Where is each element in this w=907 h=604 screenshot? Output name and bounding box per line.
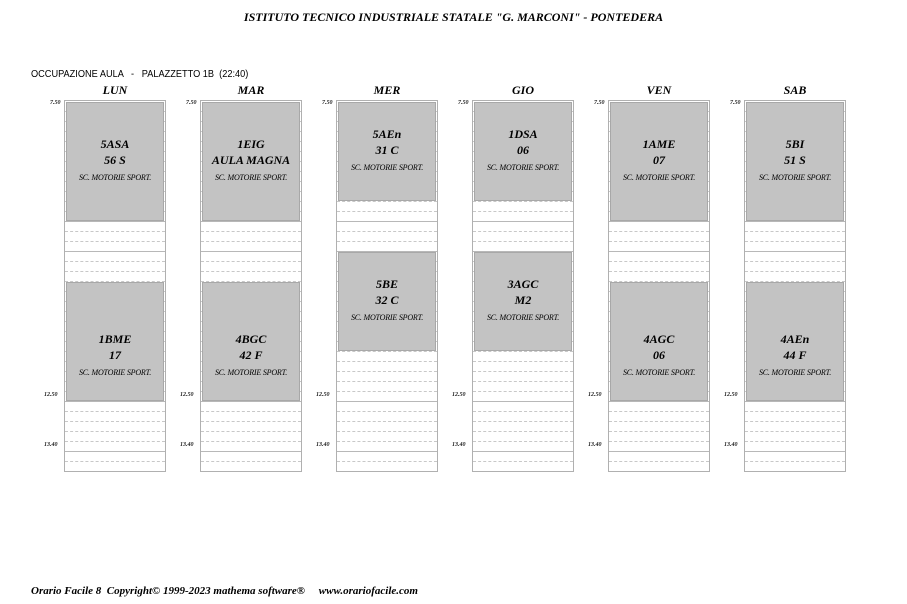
- lesson-block[interactable]: [746, 102, 844, 221]
- lesson-block[interactable]: [202, 282, 300, 401]
- time-label-start: 7.50: [322, 100, 333, 106]
- grid-line: [609, 401, 709, 402]
- grid-line: [65, 251, 165, 252]
- lesson-subject: SC. MOTORIE SPORT.: [622, 172, 696, 182]
- lesson-class: 1AME: [642, 136, 676, 151]
- grid-line: [473, 241, 573, 242]
- grid-line: [745, 261, 845, 262]
- grid-line: [745, 241, 845, 242]
- grid-line: [201, 421, 301, 422]
- time-label-late: 13.40: [588, 442, 602, 448]
- lesson-subject: SC. MOTORIE SPORT.: [78, 367, 152, 377]
- lesson-room: 07: [653, 152, 665, 167]
- grid-line: [201, 261, 301, 262]
- grid-line: [473, 211, 573, 212]
- grid-line: [473, 431, 573, 432]
- grid-line: [337, 441, 437, 442]
- grid-line: [473, 351, 573, 352]
- lesson-room: AULA MAGNA: [211, 152, 291, 167]
- lesson-subject: SC. MOTORIE SPORT.: [622, 367, 696, 377]
- day-header: MER: [373, 83, 401, 97]
- lesson-block[interactable]: [202, 102, 300, 221]
- grid-line: [745, 251, 845, 252]
- lesson-block[interactable]: [746, 282, 844, 401]
- time-label-late: 13.40: [452, 442, 466, 448]
- grid-line: [337, 371, 437, 372]
- time-label-start: 7.50: [186, 100, 197, 106]
- time-label-mid: 12.50: [180, 392, 194, 398]
- lesson-subject: SC. MOTORIE SPORT.: [350, 312, 424, 322]
- grid-line: [201, 401, 301, 402]
- time-label-late: 13.40: [316, 442, 330, 448]
- grid-line: [65, 411, 165, 412]
- grid-line: [473, 361, 573, 362]
- grid-line: [337, 221, 437, 222]
- grid-line: [745, 441, 845, 442]
- grid-line: [201, 461, 301, 462]
- time-label-mid: 12.50: [588, 392, 602, 398]
- time-label-mid: 12.50: [452, 392, 466, 398]
- grid-line: [473, 461, 573, 462]
- day-header: MAR: [237, 83, 265, 97]
- room-label: PALAZZETTO 1B: [141, 69, 215, 80]
- grid-line: [65, 231, 165, 232]
- lesson-room: 17: [109, 347, 121, 362]
- lesson-subject: SC. MOTORIE SPORT.: [214, 172, 288, 182]
- subtitle-separator: -: [131, 69, 135, 80]
- grid-line: [473, 201, 573, 202]
- grid-line: [337, 391, 437, 392]
- day-header: SAB: [783, 83, 807, 97]
- grid-line: [337, 431, 437, 432]
- lesson-room: M2: [514, 292, 532, 307]
- grid-line: [609, 441, 709, 442]
- grid-line: [609, 421, 709, 422]
- grid-line: [473, 441, 573, 442]
- lesson-block[interactable]: [338, 102, 436, 201]
- lesson-subject: SC. MOTORIE SPORT.: [758, 172, 832, 182]
- day-header: LUN: [102, 83, 128, 97]
- grid-line: [65, 421, 165, 422]
- grid-line: [65, 451, 165, 452]
- lesson-class: 4AEn: [780, 331, 810, 346]
- lesson-room: 42 F: [239, 347, 263, 362]
- lesson-room: 06: [653, 347, 665, 362]
- grid-line: [609, 461, 709, 462]
- lesson-class: 4AGC: [643, 331, 675, 346]
- lesson-class: 1DSA: [508, 126, 538, 141]
- lesson-class: 1EIG: [237, 136, 265, 151]
- lesson-class: 5BI: [785, 136, 805, 151]
- lesson-subject: SC. MOTORIE SPORT.: [758, 367, 832, 377]
- grid-line: [745, 401, 845, 402]
- lesson-room: 32 C: [375, 292, 399, 307]
- lesson-class: 1BME: [98, 331, 132, 346]
- lesson-subject: SC. MOTORIE SPORT.: [78, 172, 152, 182]
- grid-line: [201, 271, 301, 272]
- grid-line: [201, 231, 301, 232]
- grid-line: [65, 441, 165, 442]
- grid-line: [201, 441, 301, 442]
- lesson-class: 5AEn: [372, 126, 402, 141]
- grid-line: [337, 381, 437, 382]
- grid-line: [201, 241, 301, 242]
- grid-line: [201, 221, 301, 222]
- lesson-subject: SC. MOTORIE SPORT.: [486, 162, 560, 172]
- grid-line: [473, 411, 573, 412]
- time-label-mid: 12.50: [724, 392, 738, 398]
- grid-line: [65, 261, 165, 262]
- grid-line: [609, 261, 709, 262]
- grid-line: [745, 411, 845, 412]
- lesson-room: 31 C: [375, 142, 399, 157]
- lesson-subject: SC. MOTORIE SPORT.: [350, 162, 424, 172]
- grid-line: [337, 411, 437, 412]
- grid-line: [473, 231, 573, 232]
- time-label-start: 7.50: [50, 100, 61, 106]
- grid-line: [745, 461, 845, 462]
- grid-line: [65, 431, 165, 432]
- grid-line: [65, 271, 165, 272]
- lesson-block[interactable]: [474, 102, 572, 201]
- grid-line: [745, 271, 845, 272]
- lesson-room: 44 F: [783, 347, 807, 362]
- grid-line: [201, 451, 301, 452]
- lesson-room: 06: [517, 142, 529, 157]
- grid-line: [473, 381, 573, 382]
- room-occupation-subtitle: [31, 69, 248, 80]
- grid-line: [65, 241, 165, 242]
- grid-line: [745, 421, 845, 422]
- grid-line: [609, 271, 709, 272]
- lesson-class: 5BE: [375, 276, 398, 291]
- room-code: (22:40): [219, 69, 249, 80]
- time-label-late: 13.40: [180, 442, 194, 448]
- grid-line: [337, 201, 437, 202]
- grid-line: [473, 221, 573, 222]
- occupation-label: OCCUPAZIONE AULA: [31, 69, 124, 80]
- grid-line: [201, 431, 301, 432]
- lesson-room: 56 S: [104, 152, 126, 167]
- lesson-block[interactable]: [610, 282, 708, 401]
- grid-line: [201, 411, 301, 412]
- grid-line: [337, 211, 437, 212]
- grid-line: [473, 401, 573, 402]
- grid-line: [65, 221, 165, 222]
- grid-line: [609, 231, 709, 232]
- lesson-block[interactable]: [338, 252, 436, 351]
- time-label-late: 13.40: [724, 442, 738, 448]
- lesson-subject: SC. MOTORIE SPORT.: [214, 367, 288, 377]
- grid-line: [473, 371, 573, 372]
- time-label-start: 7.50: [594, 100, 605, 106]
- lesson-room: 51 S: [784, 152, 806, 167]
- time-label-mid: 12.50: [316, 392, 330, 398]
- grid-line: [337, 401, 437, 402]
- time-label-mid: 12.50: [44, 392, 58, 398]
- day-header: VEN: [646, 83, 672, 97]
- grid-line: [609, 411, 709, 412]
- grid-line: [337, 461, 437, 462]
- time-label-start: 7.50: [458, 100, 469, 106]
- grid-line: [337, 451, 437, 452]
- grid-line: [609, 221, 709, 222]
- footer-copyright: Orario Facile 8 Copyright© 1999-2023 mathema software® www.orariofacile.com: [31, 585, 418, 597]
- grid-line: [609, 241, 709, 242]
- grid-line: [609, 251, 709, 252]
- lesson-block[interactable]: [610, 102, 708, 221]
- grid-line: [337, 421, 437, 422]
- grid-line: [609, 451, 709, 452]
- day-header: GIO: [511, 83, 534, 97]
- grid-line: [337, 361, 437, 362]
- grid-line: [745, 431, 845, 432]
- lesson-block[interactable]: [66, 102, 164, 221]
- school-title: ISTITUTO TECNICO INDUSTRIALE STATALE "G. MARCONI" - PONTEDERA: [243, 10, 664, 24]
- lesson-block[interactable]: [66, 282, 164, 401]
- lesson-class: 4BGC: [235, 331, 267, 346]
- grid-line: [65, 461, 165, 462]
- grid-line: [473, 391, 573, 392]
- grid-line: [65, 401, 165, 402]
- grid-line: [745, 231, 845, 232]
- time-label-start: 7.50: [730, 100, 741, 106]
- grid-line: [473, 421, 573, 422]
- grid-line: [337, 351, 437, 352]
- lesson-class: 3AGC: [507, 276, 539, 291]
- grid-line: [201, 251, 301, 252]
- grid-line: [473, 451, 573, 452]
- lesson-subject: SC. MOTORIE SPORT.: [486, 312, 560, 322]
- grid-line: [337, 231, 437, 232]
- time-label-late: 13.40: [44, 442, 58, 448]
- grid-line: [745, 221, 845, 222]
- lesson-block[interactable]: [474, 252, 572, 351]
- grid-line: [337, 241, 437, 242]
- lesson-class: 5ASA: [100, 136, 130, 151]
- grid-line: [745, 451, 845, 452]
- grid-line: [609, 431, 709, 432]
